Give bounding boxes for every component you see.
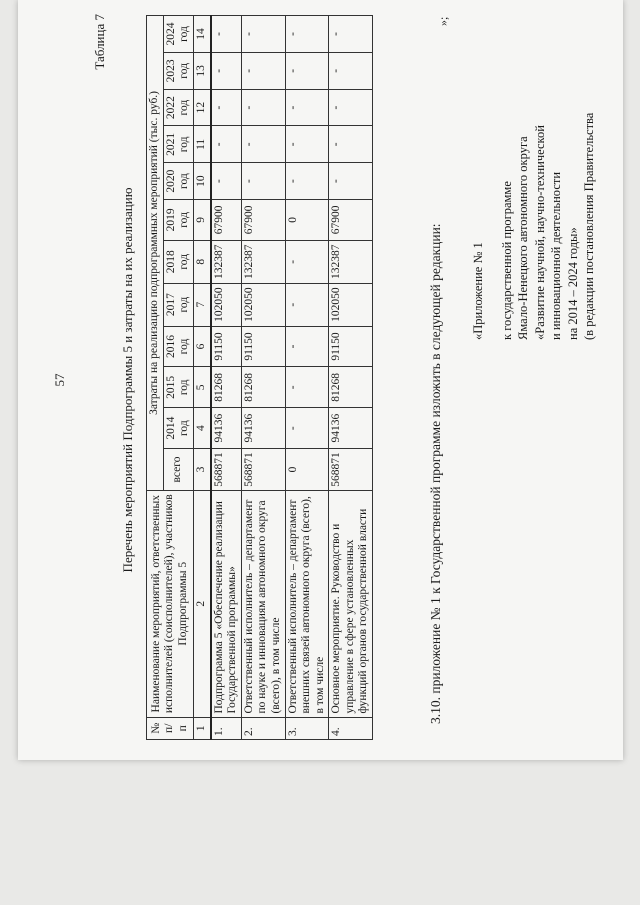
header-year: 2019 год [163, 200, 193, 241]
row-name: Основное мероприятие. Руководство и управление в сфере установленных функций органов государственной власти [329, 490, 373, 717]
row-value: - [241, 53, 285, 90]
column-number: 6 [193, 326, 211, 367]
column-numbers-row [193, 16, 211, 740]
row-value: 132387 [329, 240, 373, 283]
row-value: 94136 [329, 408, 373, 449]
row-value: - [285, 367, 329, 408]
row-number: 4. [329, 717, 373, 739]
column-number: 11 [193, 126, 211, 163]
table-row [241, 16, 285, 740]
row-value: - [285, 163, 329, 200]
row-value: 132387 [241, 240, 285, 283]
closing-quote: »; [436, 16, 450, 26]
annex-line: и инновационной деятельности [549, 171, 563, 340]
table-body [211, 16, 373, 740]
column-number: 2 [193, 490, 211, 717]
row-value: - [285, 408, 329, 449]
row-value: 67900 [211, 200, 242, 241]
header-name: Наименование мероприятий, ответственных исполнителей (соисполнителей), участников Подпрограммы 5 [147, 490, 194, 717]
costs-table [146, 15, 373, 740]
column-number: 12 [193, 89, 211, 126]
row-number: 2. [241, 717, 285, 739]
row-value: - [285, 126, 329, 163]
row-name: Ответственный исполнитель – департамент по науке и инновациям автономного округа (всего), в том числе [241, 490, 285, 717]
row-value: - [211, 163, 242, 200]
row-value: - [329, 16, 373, 53]
row-name: Подпрограмма 5 «Обеспечение реализации Государственной программы» [211, 490, 242, 717]
row-value: - [241, 89, 285, 126]
row-value: - [329, 89, 373, 126]
column-number: 3 [193, 449, 211, 491]
header-costs: Затраты на реализацию подпрограммных мероприятий (тыс. руб.) [147, 16, 164, 491]
row-value: - [241, 16, 285, 53]
annex-line: «Развитие научной, научно-технической [532, 125, 547, 340]
header-total: всего [163, 449, 193, 491]
column-number: 1 [193, 717, 211, 739]
rotated-page-content [18, 0, 623, 760]
annex-line: «Приложение № 1 [471, 242, 485, 340]
row-value: - [211, 53, 242, 90]
row-value: 102050 [329, 283, 373, 326]
annex-line: (в редакции постановления Правительства [582, 112, 596, 340]
table-row [211, 16, 242, 740]
column-number: 13 [193, 53, 211, 90]
page-number: 57 [52, 373, 67, 387]
header-year: 2016 год [163, 326, 193, 367]
amendment-paragraph: 3.10. приложение № 1 к Государственной программе изложить в следующей редакции: [428, 223, 443, 724]
annex-line: к государственной программе [499, 181, 514, 340]
annex-line: на 2014 – 2024 годы» [565, 227, 580, 340]
row-value: - [211, 16, 242, 53]
row-value: - [329, 53, 373, 90]
header-year: 2021 год [163, 126, 193, 163]
header-year: 2024 год [163, 16, 193, 53]
column-number: 14 [193, 16, 211, 53]
column-number: 10 [193, 163, 211, 200]
row-value: 568871 [329, 449, 373, 491]
column-number: 5 [193, 367, 211, 408]
row-value: - [329, 163, 373, 200]
row-number: 1. [211, 717, 242, 739]
table-label: Таблица 7 [92, 14, 107, 70]
header-year: 2022 год [163, 89, 193, 126]
row-value: - [285, 53, 329, 90]
table-row [329, 16, 373, 740]
row-value: 67900 [241, 200, 285, 241]
column-number: 7 [193, 283, 211, 326]
row-value: 91150 [329, 326, 373, 367]
row-value: 91150 [211, 326, 242, 367]
row-value: 94136 [211, 408, 242, 449]
row-value: 568871 [211, 449, 242, 491]
row-value: 0 [285, 449, 329, 491]
row-value: - [241, 126, 285, 163]
column-number: 4 [193, 408, 211, 449]
column-number: 9 [193, 200, 211, 241]
document-page [18, 0, 623, 760]
column-number: 8 [193, 240, 211, 283]
table-row [285, 16, 329, 740]
row-value: 67900 [329, 200, 373, 241]
row-value: - [211, 126, 242, 163]
row-value: - [285, 89, 329, 126]
header-year: 2015 год [163, 367, 193, 408]
row-value: - [285, 283, 329, 326]
header-year: 2020 год [163, 163, 193, 200]
header-year: 2017 год [163, 283, 193, 326]
row-value: - [211, 89, 242, 126]
header-year: 2018 год [163, 240, 193, 283]
annex-heading-block [470, 113, 598, 340]
row-name: Ответственный исполнитель – департамент внешних связей автономного округа (всего), в том числе [285, 490, 329, 717]
row-value: 102050 [211, 283, 242, 326]
header-year: 2014 год [163, 408, 193, 449]
row-value: 568871 [241, 449, 285, 491]
header-year: 2023 год [163, 53, 193, 90]
table-caption: Перечень мероприятий Подпрограммы 5 и затраты на их реализацию [120, 187, 135, 573]
row-value: 91150 [241, 326, 285, 367]
row-value: 81268 [329, 367, 373, 408]
header-number: № п/п [147, 717, 194, 739]
row-value: 0 [285, 200, 329, 241]
row-number: 3. [285, 717, 329, 739]
row-value: 81268 [241, 367, 285, 408]
annex-line: Ямало-Ненецкого автономного округа [516, 136, 530, 340]
row-value: - [285, 240, 329, 283]
row-value: 132387 [211, 240, 242, 283]
row-value: 102050 [241, 283, 285, 326]
row-value: - [285, 16, 329, 53]
row-value: 94136 [241, 408, 285, 449]
row-value: - [285, 326, 329, 367]
row-value: 81268 [211, 367, 242, 408]
row-value: - [241, 163, 285, 200]
row-value: - [329, 126, 373, 163]
